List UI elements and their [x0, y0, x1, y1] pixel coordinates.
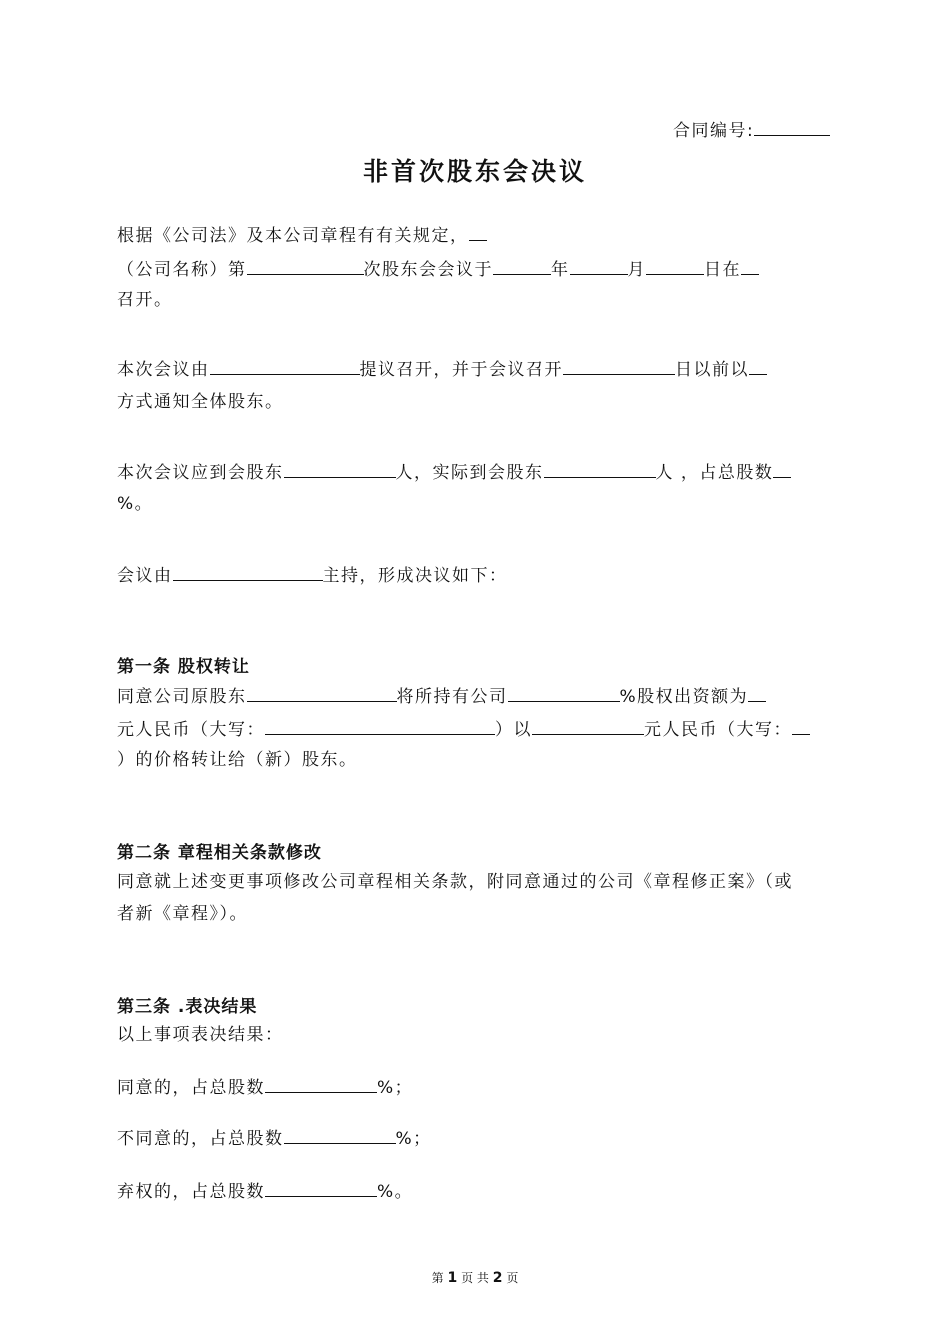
intro-text: 年 [551, 260, 570, 280]
article1-line-1 [117, 685, 766, 707]
footer-text: 页 [506, 1271, 519, 1285]
blank[interactable] [469, 224, 487, 241]
capital-amount-blank[interactable] [748, 685, 766, 702]
para-text: 主持，形成决议如下： [322, 566, 508, 586]
contract-number-label: 合同编号: [673, 121, 755, 141]
para2-line-2: 方式通知全体股东。 [117, 392, 284, 412]
para3-line-2: %。 [117, 494, 154, 514]
page-footer [0, 1269, 950, 1286]
vote-disagree-line [117, 1127, 432, 1149]
month-blank[interactable] [570, 258, 628, 275]
notice-days-blank[interactable] [563, 358, 675, 375]
intro-text: （公司名称）第 [117, 260, 247, 280]
para4-line [117, 564, 508, 586]
article2-line-1: 同意就上述变更事项修改公司章程相关条款，附同意通过的公司《章程修正案》（或 [117, 872, 793, 892]
article-text: 元人民币（大写： [117, 720, 265, 740]
footer-text: 第 [431, 1271, 444, 1285]
original-shareholder-blank[interactable] [247, 685, 397, 702]
vote-text: 不同意的，占总股数 [117, 1129, 284, 1149]
vote-abstain-line [117, 1180, 413, 1202]
para-text: 人，实际到会股东 [395, 463, 544, 483]
article1-line-3: ）的价格转让给（新）股东。 [117, 750, 358, 770]
article-text: 同意公司原股东 [117, 687, 247, 707]
session-number-blank[interactable] [247, 258, 364, 275]
article-text: 将所持有公司 [396, 687, 508, 707]
para-text: 本次会议由 [117, 360, 210, 380]
article2-line-2: 者新《章程》）。 [117, 904, 248, 924]
footer-text: 页 共 [461, 1271, 489, 1285]
vote-text: %。 [377, 1182, 414, 1202]
article-text: %股权出资额为 [619, 687, 749, 707]
vote-text: %； [395, 1129, 432, 1149]
price-in-words-blank[interactable] [792, 718, 810, 735]
notice-method-blank[interactable] [749, 358, 767, 375]
share-percent-blank[interactable] [508, 685, 620, 702]
page-number: 1 [447, 1270, 458, 1286]
year-blank[interactable] [493, 258, 551, 275]
intro-text: 日在 [704, 260, 741, 280]
intro-line-1 [117, 224, 487, 246]
para-text: 日以前以 [675, 360, 749, 380]
place-blank[interactable] [741, 258, 759, 275]
total-pages: 2 [492, 1270, 503, 1286]
chair-blank[interactable] [173, 564, 323, 581]
contract-number [673, 119, 830, 141]
contract-number-blank[interactable] [754, 119, 830, 136]
amount-in-words-blank[interactable] [265, 718, 495, 735]
intro-line-2 [117, 258, 759, 280]
proposer-blank[interactable] [210, 358, 360, 375]
para-text: 会议由 [117, 566, 173, 586]
para2-line-1 [117, 358, 767, 380]
para3-line-1 [117, 461, 791, 483]
article3-heading: 第三条 .表决结果 [117, 997, 258, 1017]
article1-heading: 第一条 股权转让 [117, 657, 250, 677]
day-blank[interactable] [646, 258, 704, 275]
price-blank[interactable] [532, 718, 644, 735]
vote-text: %； [377, 1078, 414, 1098]
article-text: 元人民币（大写： [644, 720, 792, 740]
intro-text: 次股东会会议于 [363, 260, 493, 280]
intro-text: 月 [627, 260, 646, 280]
vote-text: 同意的，占总股数 [117, 1078, 265, 1098]
article-text: ）以 [495, 720, 532, 740]
expected-shareholders-blank[interactable] [284, 461, 396, 478]
article3-line-1: 以上事项表决结果： [117, 1025, 284, 1045]
article2-heading: 第二条 章程相关条款修改 [117, 843, 322, 863]
share-percent-blank[interactable] [773, 461, 791, 478]
disagree-percent-blank[interactable] [284, 1127, 396, 1144]
vote-agree-line [117, 1076, 413, 1098]
para-text: 提议召开，并于会议召开 [359, 360, 563, 380]
document-title: 非首次股东会决议 [362, 157, 587, 186]
attending-shareholders-blank[interactable] [544, 461, 656, 478]
vote-text: 弃权的，占总股数 [117, 1182, 265, 1202]
article1-line-2 [117, 718, 810, 740]
para-text: 本次会议应到会股东 [117, 463, 284, 483]
para-text: 人 ，占总股数 [655, 463, 774, 483]
abstain-percent-blank[interactable] [265, 1180, 377, 1197]
intro-line-3: 召开。 [117, 290, 173, 310]
intro-text: 根据《公司法》及本公司章程有有关规定， [117, 226, 469, 246]
agree-percent-blank[interactable] [265, 1076, 377, 1093]
